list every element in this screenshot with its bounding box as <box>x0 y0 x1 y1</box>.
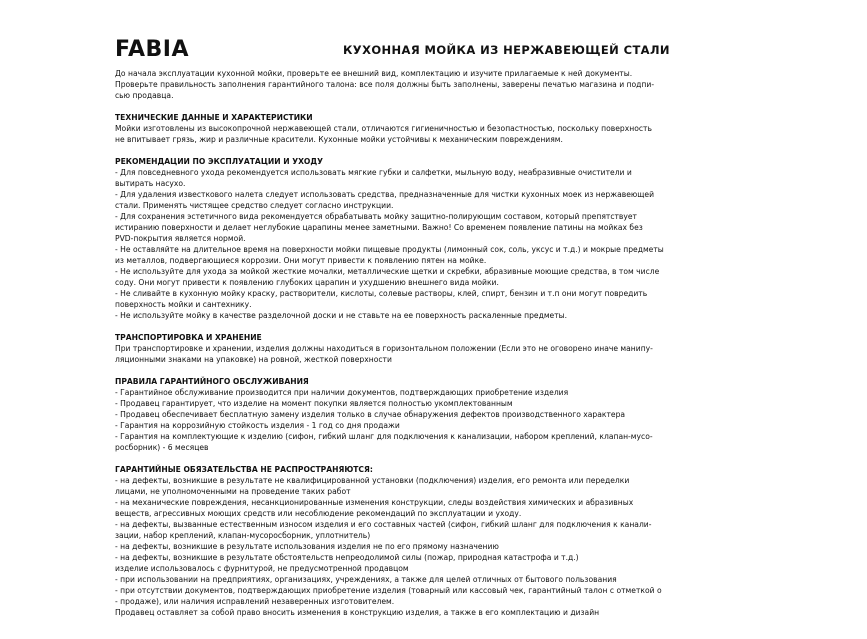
section-line: соду. Они могут привести к появлению глубоких царапин и ухудшению внешнего вида мойки. <box>115 278 499 287</box>
section-line: - при использовании на предприятиях, организациях, учреждениях, а также для целей отличных от бытового пользования <box>115 575 617 584</box>
section-warranty-exclusions <box>115 464 675 618</box>
section-line: ляционными знаками на упаковке) на ровной, жесткой поверхности <box>115 355 392 364</box>
section-transport-storage <box>115 332 675 365</box>
intro-line: Проверьте правильность заполнения гарантийного талона: все поля должны быть заполнены, заверены печатью магазина и подпи- <box>115 80 655 89</box>
section-care-recommendations <box>115 156 675 321</box>
section-title: ГАРАНТИЙНЫЕ ОБЯЗАТЕЛЬСТВА НЕ РАСПРОСТРАНЯЮТСЯ: <box>115 465 373 474</box>
section-line: Продавец оставляет за собой право вносить изменения в конструкцию изделия, а также в его комплектацию и дизайн <box>115 608 600 617</box>
section-line: - Продавец гарантирует, что изделие на момент покупки является полностью укомплектованным <box>115 399 513 408</box>
section-line: поверхность мойки и сантехнику. <box>115 300 252 309</box>
section-technical-data <box>115 112 675 145</box>
section-line: вытирать насухо. <box>115 179 186 188</box>
section-line: зации, набор креплений, клапан-мусоросборник, уплотнитель) <box>115 531 371 540</box>
section-line: - продаже), или наличия исправлений незаверенных изготовителем. <box>115 597 395 606</box>
section-line: - при отсутствии документов, подтверждающих приобретение изделия (товарный или кассовый чек, гарантийный талон с отметкой о <box>115 586 662 595</box>
section-line: - Гарантия на коррозийную стойкость изделия - 1 год со дня продажи <box>115 421 400 430</box>
section-line: веществ, агрессивных моющих средств или несоблюдение рекомендаций по эксплуатации и уходу. <box>115 509 522 518</box>
intro-line: До начала эксплуатации кухонной мойки, проверьте ее внешний вид, комплектацию и изучите прилагаемые к ней документы. <box>115 69 633 78</box>
section-line: Мойки изготовлены из высокопрочной нержавеющей стали, отличаются гигиеничностью и безопастностью, поскольку поверхность <box>115 124 652 133</box>
section-line: - на дефекты, возникшие в результате использования изделия не по его прямому назначению <box>115 542 499 551</box>
document-title: КУХОННАЯ МОЙКА ИЗ НЕРЖАВЕЮЩЕЙ СТАЛИ <box>343 43 670 57</box>
section-line: - Для удаления известкового налета следует использовать средства, предназначенные для чистки кухонных моек из нержавеющей <box>115 190 655 199</box>
section-title: ПРАВИЛА ГАРАНТИЙНОГО ОБСЛУЖИВАНИЯ <box>115 377 309 386</box>
section-line: - Не сливайте в кухонную мойку краску, растворители, кислоты, солевые растворы, клей, спирт, бензин и т.п они могут повредить <box>115 289 648 298</box>
section-line: стали. Применять чистящее средство следует согласно инструкции. <box>115 201 394 210</box>
document-body <box>115 68 675 618</box>
section-line: При транспортировке и хранении, изделия должны находиться в горизонтальном положении (Если это не оговорено иначе манипу- <box>115 344 653 353</box>
section-line: - Не используйте для ухода за мойкой жесткие мочалки, металлические щетки и скребки, абразивные моющие средства, в том числе <box>115 267 660 276</box>
document-page <box>115 37 675 617</box>
section-line: - Не используйте мойку в качестве разделочной доски и не ставьте на ее поверхность раскаленные предметы. <box>115 311 568 320</box>
section-line: - Не оставляйте на длительное время на поверхности мойки пищевые продукты (лимонный сок, соль, уксус и т.д.) и мокрые предметы <box>115 245 664 254</box>
section-line: - Гарантийное обслуживание производится при наличии документов, подтверждающих приобретение изделия <box>115 388 569 397</box>
section-line: истиранию поверхности и делает неглубокие царапины менее заметными. Важно! Со временем появление патины на мойках без <box>115 223 643 232</box>
section-line: лицами, не уполномоченными на проведение таких работ <box>115 487 351 496</box>
section-line: изделие использовалось с фурнитурой, не предусмотренной продавцом <box>115 564 409 573</box>
intro-paragraph <box>115 68 675 101</box>
section-title: ТРАНСПОРТИРОВКА И ХРАНЕНИЕ <box>115 333 262 342</box>
section-line: - на дефекты, возникшие в результате обстоятельств непреодолимой силы (пожар, природная катастрофа и т.д.) <box>115 553 579 562</box>
section-line: не впитывает грязь, жир и различные красители. Кухонные мойки устойчивы к механическим повреждениям. <box>115 135 563 144</box>
section-line: - Для сохранения эстетичного вида рекомендуется обрабатывать мойку защитно-полирующим составом, который препятствует <box>115 212 637 221</box>
section-line: - Гарантия на комплектующие к изделию (сифон, гибкий шланг для подключения к канализации, набором креплений, клапан-мусо- <box>115 432 653 441</box>
intro-line: сью продавца. <box>115 91 174 100</box>
section-line: из металлов, подвергающиеся коррозии. Они могут привести к появлению пятен на мойке. <box>115 256 487 265</box>
section-warranty-rules <box>115 376 675 453</box>
section-line: росборник) - 6 месяцев <box>115 443 209 452</box>
section-line: - на механические повреждения, несанкционированные изменения конструкции, следы воздействия химических и абразивных <box>115 498 634 507</box>
section-line: PVD-покрытия является нормой. <box>115 234 246 243</box>
section-line: - Для повседневного ухода рекомендуется использовать мягкие губки и салфетки, мыльную воду, неабразивные очистители и <box>115 168 632 177</box>
brand-logo: FABIA <box>115 37 190 62</box>
section-title: ТЕХНИЧЕСКИЕ ДАННЫЕ И ХАРАКТЕРИСТИКИ <box>115 113 313 122</box>
section-line: - на дефекты, возникшие в результате не квалифицированной установки (подключения) изделия, его ремонта или переделки <box>115 476 630 485</box>
section-line: - на дефекты, вызванные естественным износом изделия и его составных частей (сифон, гибкий шланг для подключения к канали- <box>115 520 652 529</box>
section-line: - Продавец обеспечивает бесплатную замену изделия только в случае обнаружения дефектов производственного характера <box>115 410 626 419</box>
section-title: РЕКОМЕНДАЦИИ ПО ЭКСПЛУАТАЦИИ И УХОДУ <box>115 157 323 166</box>
